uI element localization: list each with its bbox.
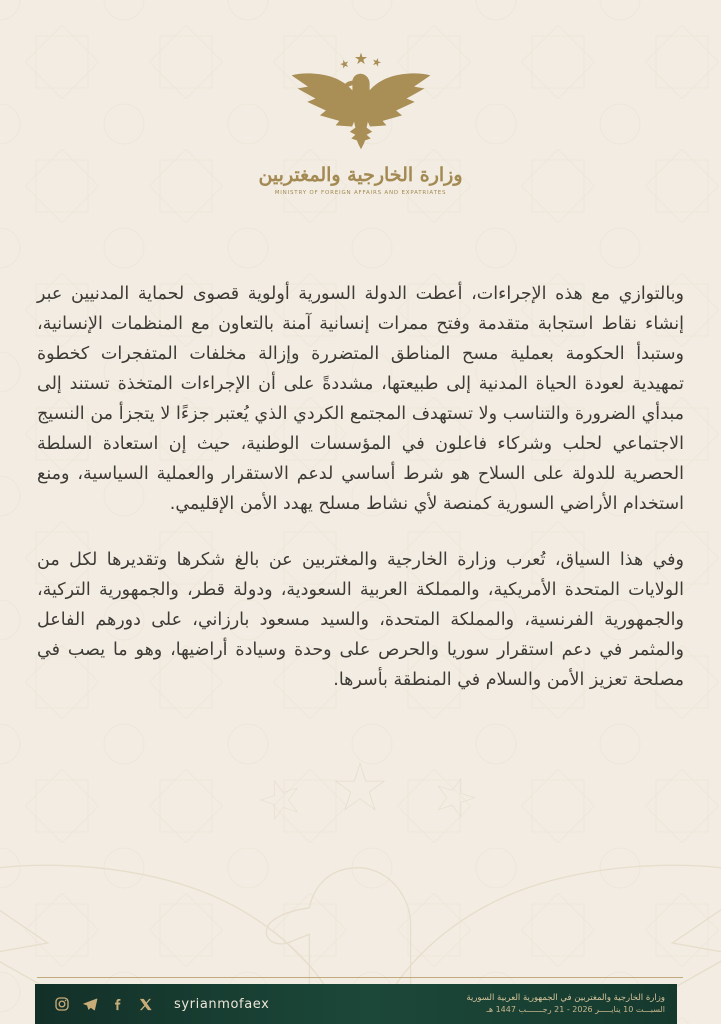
footer-divider-line	[37, 977, 683, 978]
telegram-icon[interactable]	[81, 996, 98, 1013]
facebook-icon[interactable]	[109, 996, 126, 1013]
x-icon[interactable]	[137, 996, 154, 1013]
ministry-name-english: MINISTRY OF FOREIGN AFFAIRS AND EXPATRIATES	[274, 189, 447, 196]
statement-paragraph-1: وبالتوازي مع هذه الإجراءات، أعطت الدولة السورية أولوية قصوى لحماية المدنيين عبر إنشاء نقاط استجابة متقدمة وفتح ممرات إنسانية آمنة بالتعاون مع المنظمات الإنسانية، وستبدأ الحكومة بعملية مسح المناطق المتضررة وإزالة مخلفات المتفجرات كخطوة تمهيدية لعودة الحياة المدنية إلى طبيعتها، مشددةً على أن الإجراءات المتخذة تستند إلى مبدأي الضرورة والتناسب ولا تستهدف المجتمع الكردي الذي يُعتبر جزءًا لا يتجزأ من النسيج الاجتماعي لحلب وشركاء فاعلون في المؤسسات الوطنية، حيث إن استعادة السلطة الحصرية للدولة على السلاح هو شرط أساسي لدعم الاستقرار والعملية السياسية، ومنع استخدام الأراضي السورية كمنصة لأي نشاط مسلح يهدد الأمن الإقليمي.	[37, 284, 684, 514]
ministry-emblem	[0, 50, 721, 196]
ministry-name-calligraphy: وزارة الخارجية والمغتربين	[258, 164, 463, 186]
eagle-and-stars-icon	[286, 50, 436, 162]
social-handle[interactable]: syrianmofaex	[174, 996, 270, 1012]
three-stars-icon	[339, 53, 382, 69]
eagle-icon	[291, 73, 430, 149]
instagram-icon[interactable]	[53, 996, 70, 1013]
footer-bar	[35, 984, 677, 1024]
statement-paragraph-2: وفي هذا السياق، تُعرب وزارة الخارجية والمغتربين عن بالغ شكرها وتقديرها لكل من الولايات المتحدة الأمريكية، والمملكة العربية السعودية، ودولة قطر، والجمهورية التركية، والجمهورية الفرنسية، والمملكة المتحدة، والسيد مسعود بارزاني، على دورهم الفاعل والمثمر في دعم استقرار سوريا والحرص على وحدة وسيادة أراضيها، وهو ما يصب في مصلحة تعزيز الأمن والسلام في المنطقة بأسرها.	[37, 550, 684, 690]
footer-ministry-block	[466, 993, 665, 1015]
footer-social-block	[53, 996, 269, 1013]
footer-ministry-line: وزارة الخارجية والمغتربين في الجمهورية العربية السورية	[466, 993, 665, 1004]
statement-body	[37, 279, 684, 695]
footer-date-line: السبـــت 10 ينايـــــر 2026 - 21 رجـــــــب 1447 هـ	[486, 1005, 665, 1015]
